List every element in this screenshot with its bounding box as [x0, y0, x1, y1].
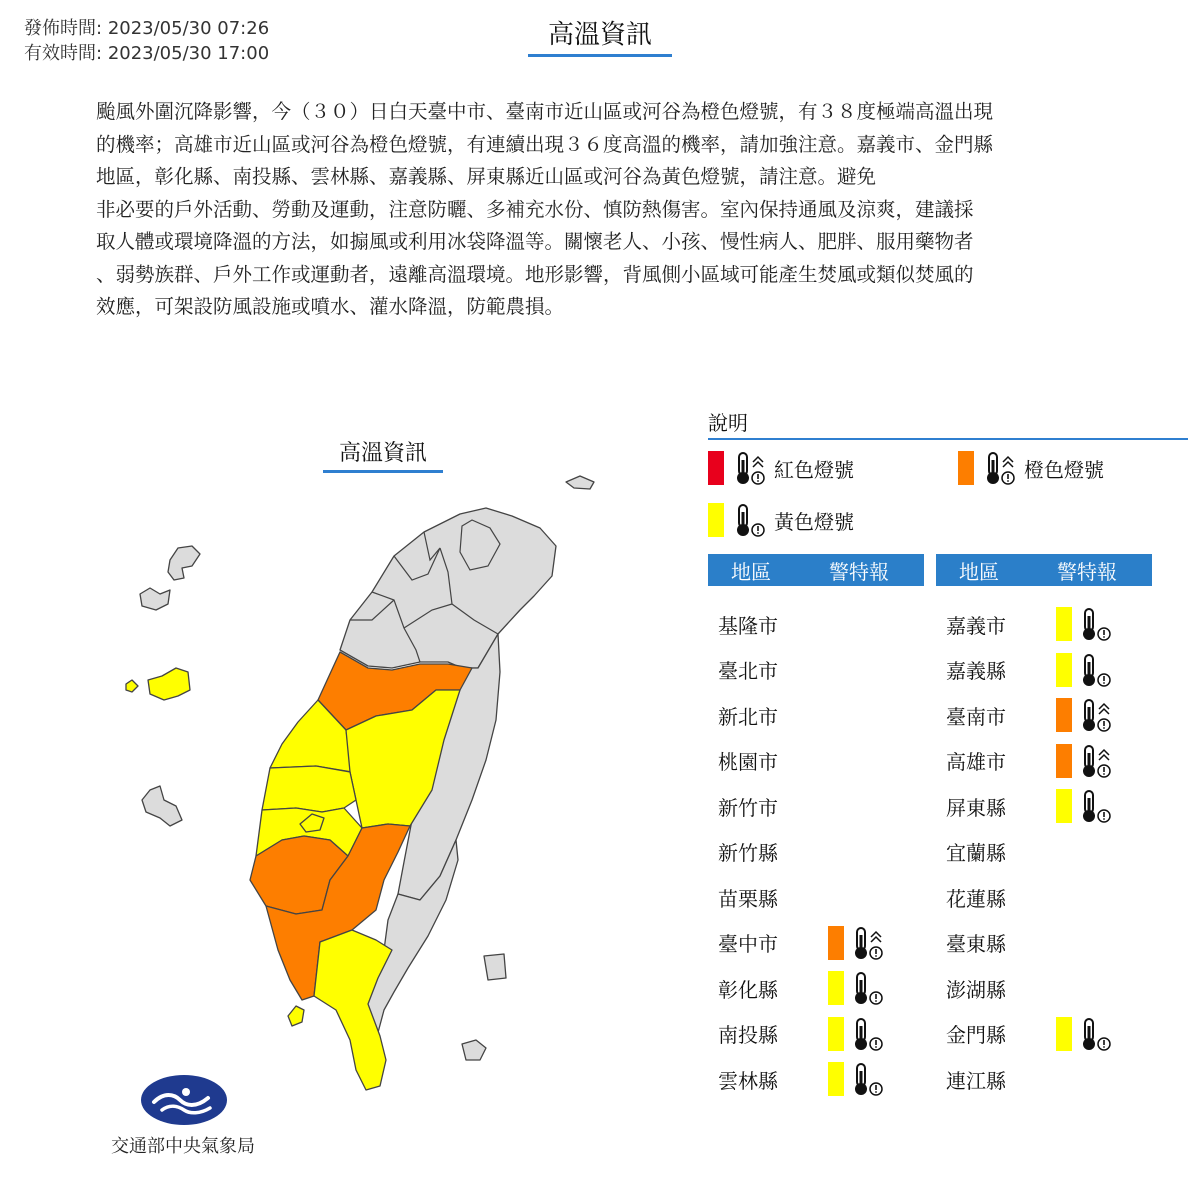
warning-indicator [828, 970, 884, 1006]
region-name: 新北市 [718, 704, 778, 729]
map-region-yunlin [262, 766, 356, 812]
page-title: 高溫資訊 [528, 18, 672, 57]
warning-swatch-yellow [1056, 653, 1072, 687]
col-warning-header: 警特報 [1057, 559, 1117, 584]
warning-indicator [828, 925, 884, 961]
warning-indicator [1056, 606, 1112, 642]
table-row [936, 695, 1112, 735]
region-name: 臺南市 [946, 704, 1006, 729]
legend-red-swatch [708, 451, 724, 485]
map-region-north [340, 508, 556, 668]
region-name: 彰化縣 [718, 977, 778, 1002]
legend-title: 說明 [708, 408, 1188, 440]
thermometer-caution-icon [850, 1016, 884, 1052]
thermometer-extreme-icon [1078, 697, 1112, 733]
map-region-lienchiang-a [168, 546, 200, 580]
thermometer-caution-icon [850, 970, 884, 1006]
region-name: 高雄市 [946, 750, 1006, 774]
table-row [936, 604, 1112, 644]
table-row [936, 650, 1112, 690]
thermometer-caution-icon [1078, 788, 1112, 824]
thermometer-extreme-icon [850, 925, 884, 961]
legend-orange-label: 橙色燈號 [1024, 457, 1104, 482]
thermometer-caution-icon [1078, 606, 1112, 642]
table-row [936, 923, 1034, 963]
warning-indicator [1056, 652, 1112, 688]
table-row [936, 968, 1034, 1008]
region-name: 宜蘭縣 [946, 841, 1006, 865]
legend-yellow-swatch [708, 503, 724, 537]
legend-yellow-label: 黃色燈號 [774, 509, 854, 534]
table-row [708, 650, 806, 690]
region-name: 臺北市 [718, 659, 778, 683]
col-region-header: 地區 [959, 559, 999, 584]
table-row [708, 832, 806, 872]
bulletin-text: 颱風外圍沉降影響，今（３０）日白天臺中市、臺南市近山區或河谷為橙色燈號，有３８度極端高溫出現 的機率；高雄市近山區或河谷為橙色燈號，有連續出現３６度高溫的機率，請加強注意。嘉義市、金門縣 地區，彰化縣、南投縣、雲林縣、嘉義縣、屏東縣近山區或河谷為黃色燈號，請注意。避免 非必要的戶外活動、勞動及運動，注意防曬、多補充水份、慎防熱傷害。室內保持通風及涼爽，建議採 取人體或環境降溫的方法，如搧風或利用冰袋降溫等。關懷老人、小孩、慢性病人、肥胖、服用藥物者 、弱勢族群、戶外工作或運動者，遠離高溫環境。地形影響，背風側小區域可能產生焚風或類似焚風的 效應，可架設防風設施或噴水、灌水降溫，防範農損。 [96, 100, 994, 318]
warning-swatch-orange [1056, 744, 1072, 778]
warning-indicator [1056, 788, 1112, 824]
warning-swatch-yellow [828, 1017, 844, 1051]
map-region-lienchiang-b [140, 588, 170, 610]
region-name: 金門縣 [946, 1023, 1006, 1047]
table-row [708, 695, 806, 735]
table-row [708, 741, 806, 781]
region-name: 連江縣 [946, 1068, 1006, 1093]
table-row [936, 786, 1112, 826]
thermometer-caution-icon [850, 1061, 884, 1097]
warning-indicator [1056, 743, 1112, 779]
table-row [936, 1059, 1034, 1099]
legend-orange [958, 450, 1104, 486]
table-row [708, 1014, 884, 1054]
region-name: 澎湖縣 [946, 977, 1006, 1002]
region-name: 屏東縣 [946, 795, 1006, 820]
map-region-lienchiang-north [566, 476, 594, 489]
thermometer-caution-icon [732, 502, 766, 538]
thermometer-extreme-icon [982, 450, 1016, 486]
table-header-right [936, 554, 1152, 586]
col-warning-header: 警特報 [829, 559, 889, 584]
warning-swatch-yellow [828, 1062, 844, 1096]
warning-indicator [1056, 697, 1112, 733]
warning-swatch-yellow [1056, 1017, 1072, 1051]
warning-swatch-yellow [828, 971, 844, 1005]
legend-red [708, 450, 854, 486]
thermometer-extreme-icon [1078, 743, 1112, 779]
map-region-orchid-island [462, 1040, 486, 1060]
region-name: 臺中市 [718, 932, 778, 956]
table-row [936, 832, 1034, 872]
map-region-kinmen-small [126, 680, 138, 692]
agency-name: 交通部中央氣象局 [111, 1136, 255, 1157]
table-row [708, 786, 806, 826]
warning-swatch-yellow [1056, 789, 1072, 823]
table-row [708, 1059, 884, 1099]
legend-orange-swatch [958, 451, 974, 485]
warning-indicator [1056, 1016, 1112, 1052]
region-name: 桃園市 [718, 750, 778, 774]
region-name: 嘉義縣 [946, 659, 1006, 683]
table-row [936, 877, 1034, 917]
legend-red-label: 紅色燈號 [774, 457, 854, 482]
issued-time: 2023/05/30 07:26 [107, 18, 270, 39]
warning-indicator [828, 1061, 884, 1097]
region-name: 嘉義市 [946, 613, 1006, 638]
map-region-liuqiu [288, 1006, 304, 1026]
issued-label: 發佈時間: [24, 18, 103, 39]
table-row [708, 923, 884, 963]
region-name: 基隆市 [718, 613, 778, 638]
map-region-green-island [484, 954, 506, 980]
region-name: 花蓮縣 [946, 886, 1006, 911]
thermometer-caution-icon [1078, 1016, 1112, 1052]
col-region-header: 地區 [731, 559, 771, 584]
warning-swatch-yellow [1056, 607, 1072, 641]
region-name: 南投縣 [718, 1023, 778, 1047]
table-row [936, 1014, 1112, 1054]
warning-swatch-orange [1056, 698, 1072, 732]
legend-yellow [708, 502, 854, 538]
region-name: 新竹市 [718, 795, 778, 820]
warning-swatch-orange [828, 926, 844, 960]
cwb-logo [140, 1074, 228, 1126]
map-region-kinmen [148, 668, 190, 700]
table-row [708, 604, 806, 644]
region-name: 雲林縣 [718, 1068, 778, 1093]
region-name: 臺東縣 [946, 932, 1006, 956]
valid-time: 2023/05/30 17:00 [107, 43, 270, 64]
warning-indicator [828, 1016, 884, 1052]
valid-label: 有效時間: [24, 43, 103, 64]
thermometer-caution-icon [1078, 652, 1112, 688]
map-region-penghu [142, 786, 182, 826]
table-row [708, 968, 884, 1008]
table-row [708, 877, 806, 917]
table-row [936, 741, 1112, 781]
region-name: 苗栗縣 [718, 886, 778, 911]
thermometer-extreme-icon [732, 450, 766, 486]
table-header-left [708, 554, 924, 586]
region-name: 新竹縣 [718, 841, 778, 865]
map-title: 高溫資訊 [323, 438, 443, 473]
